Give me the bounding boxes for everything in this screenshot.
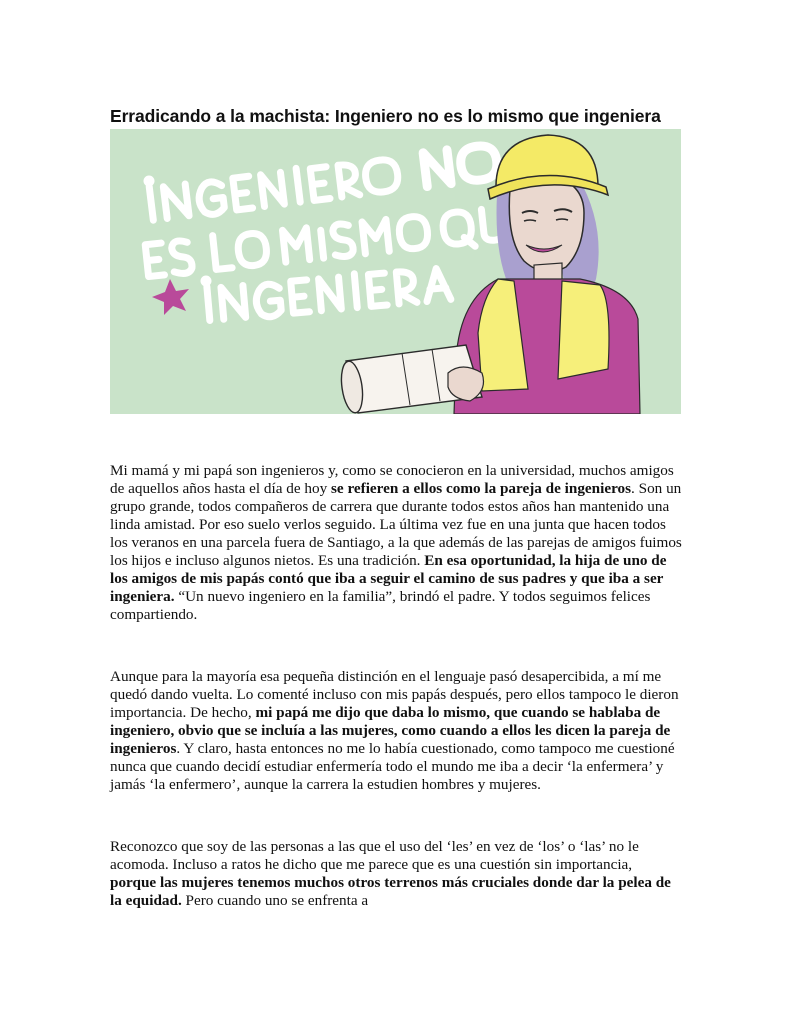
article-paragraph xyxy=(110,462,682,624)
bold-text-segment: En esa oportunidad, la hija de uno de los amigos de mis papás contó que iba a seguir el camino de sus padres y que iba a ser ingeniera. xyxy=(110,552,667,605)
text-segment: . Son un grupo grande, todos compañeros de carrera que durante todos estos años han mantenido una linda amistad. Por eso suelo verlos seguido. La última vez fue en una junta que hacen todos los veranos en una parcela fuera de Santiago, a la que además de las parejas de amigos fuimos los hijos e incluso algunos nietos. Es una tradición. xyxy=(110,480,682,569)
article-title: Erradicando a la machista: Ingeniero no es lo mismo que ingeniera xyxy=(110,105,661,126)
hero-illustration-svg xyxy=(110,129,681,414)
text-segment: Pero cuando uno se enfrenta a xyxy=(181,892,369,909)
article-paragraph xyxy=(110,838,682,910)
text-segment: . Y claro, hasta entonces no me lo había cuestionado, como tampoco me cuestioné nunca que cuando decidí estudiar enfermería todo el mundo me iba a decir ‘la enfermera’ y jamás ‘la enfermero’, aunque la carrera la estudien hombres y mujeres. xyxy=(110,740,675,793)
text-segment: “Un nuevo ingeniero en la familia”, brindó el padre. Y todos seguimos felices compartiendo. xyxy=(110,588,651,623)
text-segment: Mi mamá y mi papá son ingenieros y, como se conocieron en la universidad, muchos amigos de aquellos años hasta el día de hoy xyxy=(110,462,674,497)
bold-text-segment: porque las mujeres tenemos muchos otros terrenos más cruciales donde dar la pelea de la equidad. xyxy=(110,874,671,909)
text-segment: Aunque para la mayoría esa pequeña distinción en el lenguaje pasó desapercibida, a mí me quedó dando vuelta. Lo comenté incluso con mis papás después, pero ellos tampoco le dieron importancia. De hecho, xyxy=(110,668,679,721)
text-segment: Reconozco que soy de las personas a las que el uso del ‘les’ en vez de ‘los’ o ‘las’ no le acomoda. Incluso a ratos he dicho que me parece que es una cuestión sin importancia, xyxy=(110,838,639,873)
bold-text-segment: se refieren a ellos como la pareja de ingenieros xyxy=(331,480,632,497)
bold-text-segment: mi papá me dijo que daba lo mismo, que cuando se hablaba de ingeniero, obvio que se incluía a las mujeres, como cuando a ellos les dicen la pareja de ingenieros xyxy=(110,704,671,757)
hero-illustration xyxy=(110,129,681,414)
article-paragraph xyxy=(110,668,682,794)
